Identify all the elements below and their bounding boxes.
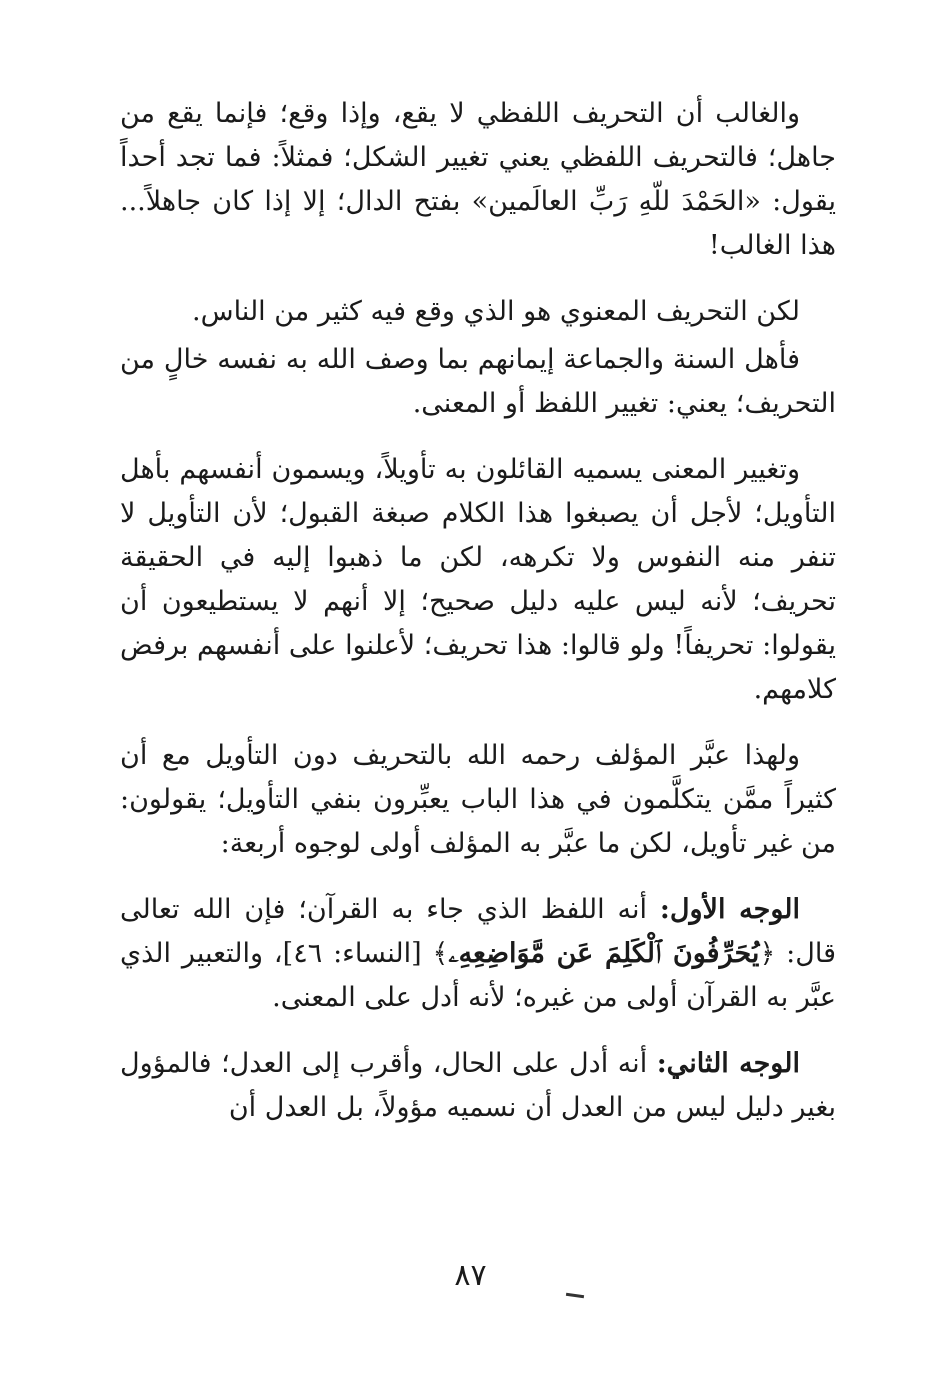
first-aspect-heading: الوجه الأول: — [659, 894, 800, 925]
paragraph-1: والغالب أن التحريف اللفظي لا يقع، وإذا وقع؛ فإنما يقع من جاهل؛ فالتحريف اللفظي يعني تغيير الشكل؛ فمثلاً: فما تجد أحداً يقول: «الحَمْدَ للّهِ رَبِّ العالَمين» بفتح الدال؛ إلا إذا كان جاهلاً... هذا الغالب! — [120, 98, 836, 261]
print-mark — [566, 1293, 584, 1298]
first-aspect-text-before: أنه اللفظ الذي جاء به القرآن؛ فإن الله تعالى قال: — [120, 894, 836, 969]
second-aspect-heading: الوجه الثاني: — [656, 1048, 800, 1079]
quran-open-bracket: ﴿ — [759, 938, 776, 969]
second-aspect-text: أنه أدل على الحال، وأقرب إلى العدل؛ فالمؤول بغير دليل ليس من العدل أن نسميه مؤولاً، بل العدل أن — [120, 1048, 836, 1123]
quran-verse: يُحَرِّفُونَ ٱلْكَلِمَ عَن مَّوَاضِعِهِۦ — [448, 938, 760, 969]
paragraph-3: فأهل السنة والجماعة إيمانهم بما وصف الله به نفسه خالٍ من التحريف؛ يعني: تغيير اللفظ أو المعنى. — [120, 344, 836, 419]
paragraph-6 — [120, 888, 836, 1020]
first-aspect-text-after: [النساء: ٤٦]، والتعبير الذي عبَّر به القرآن أولى من غيره؛ لأنه أدل على المعنى. — [120, 938, 836, 1013]
paragraph-4: وتغيير المعنى يسميه القائلون به تأويلاً، ويسمون أنفسهم بأهل التأويل؛ لأجل أن يصبغوا هذا الكلام صبغة القبول؛ لأن التأويل لا تنفر منه النفوس ولا تكرهه، لكن ما ذهبوا إليه في الحقيقة تحريف؛ لأنه ليس عليه دليل صحيح؛ إلا أنهم لا يستطيعون أن يقولوا: تحريفاً! ولو قالوا: هذا تحريف؛ لأعلنوا على أنفسهم برفض كلامهم. — [120, 454, 836, 705]
paragraph-7 — [120, 1042, 836, 1130]
page-number: ٨٧ — [454, 1258, 487, 1293]
paragraph-5: ولهذا عبَّر المؤلف رحمه الله بالتحريف دون التأويل مع أن كثيراً ممَّن يتكلَّمون في هذا الباب يعبِّرون بنفي التأويل؛ يقولون: من غير تأويل، لكن ما عبَّر به المؤلف أولى لوجوه أربعة: — [120, 740, 836, 859]
quran-close-bracket: ﴾ — [432, 938, 449, 969]
paragraph-2: لكن التحريف المعنوي هو الذي وقع فيه كثير من الناس. — [192, 296, 800, 327]
page-body — [120, 92, 836, 1152]
